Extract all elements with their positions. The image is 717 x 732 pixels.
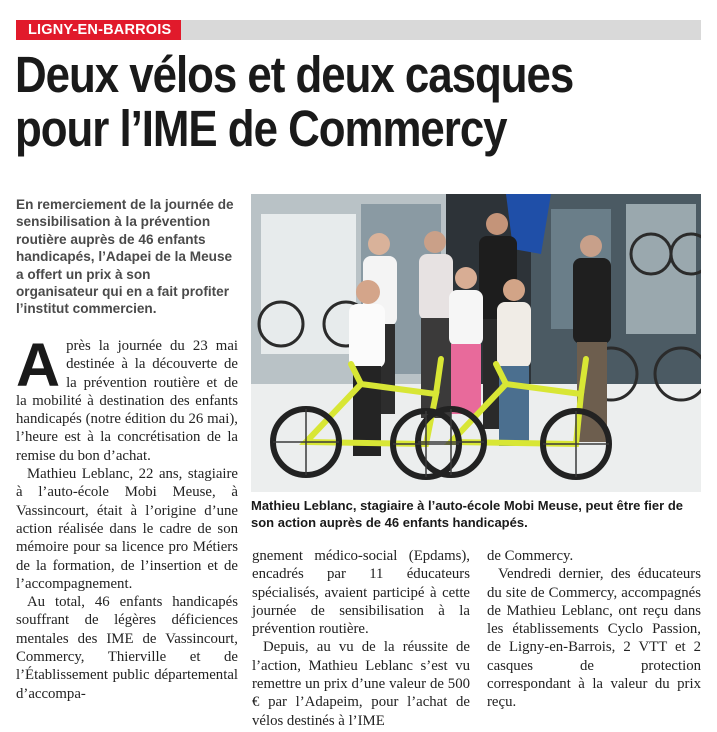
paragraph-4-continued: de Commercy.: [487, 548, 574, 564]
drop-cap: A: [16, 331, 61, 399]
paragraph-2: Mathieu Leblanc, 22 ans, stagiaire à l’auto-école Mobi Meuse, à Vassincourt, était à l’origine d’une action réalisée dans le cadre de son mémoire pour sa licence pro Métiers de la formation, de l’insertion et de l’accompagnement.: [16, 466, 238, 592]
article-column-2: [252, 547, 470, 730]
article-lead: En remerciement de la journée de sensibilisation à la prévention routière auprès de 46 enfants handicapés, l’Adapei de la Meuse a offert un prix à son organisateur qui en a fait profiter l’institut commercien.: [16, 197, 234, 317]
article-photo: [251, 194, 701, 492]
section-kicker: LIGNY-EN-BARROIS: [16, 20, 181, 40]
paragraph-4: Depuis, au vu de la réussite de l’action, Mathieu Leblanc s’est vu remettre un prix d’une valeur de 500 € par l’Adapeim, pour l’achat de vélos destinés à l’IME: [252, 639, 470, 729]
photo-caption: Mathieu Leblanc, stagiaire à l’auto-école Mobi Meuse, peut être fier de son action auprès de 46 enfants handicapés.: [251, 498, 683, 530]
paragraph-1-text: près la journée du 23 mai destinée à la découverte de la prévention routière et de la mobilité à destination des enfants handicapés (notre édition du 26 mai), l’heure est à la concrétisation de la remise du bon d’achat.: [16, 338, 238, 464]
bike-shop-group-photo: [251, 194, 701, 492]
paragraph-3: Au total, 46 enfants handicapés souffrant de légères déficiences mentales des IME de Vassincourt, Commercy, Thierville et de l’Établissement public départemental d’accompa-: [16, 594, 238, 702]
headline-line-1: Deux vélos et deux casques: [15, 46, 574, 103]
paragraph-1: [16, 331, 238, 465]
paragraph-3-continued: gnement médico-social (Epdams), encadrés par 11 éducateurs spécialisés, avaient participé à cette journée de sensibilisation à la prévention routière.: [252, 548, 470, 638]
headline-line-2: pour l’IME de Commercy: [15, 100, 507, 157]
article-column-1: [16, 331, 238, 703]
paragraph-5: Vendredi dernier, des éducateurs du site de Commercy, accompagnés de Mathieu Leblanc, ont reçu dans les établissements Cyclo Passion, de Ligny-en-Barrois, 2 VTT et 2 casques de protection correspondant à la valeur du prix reçu.: [487, 566, 701, 711]
headline: [15, 48, 608, 156]
article-column-3: [487, 547, 701, 712]
